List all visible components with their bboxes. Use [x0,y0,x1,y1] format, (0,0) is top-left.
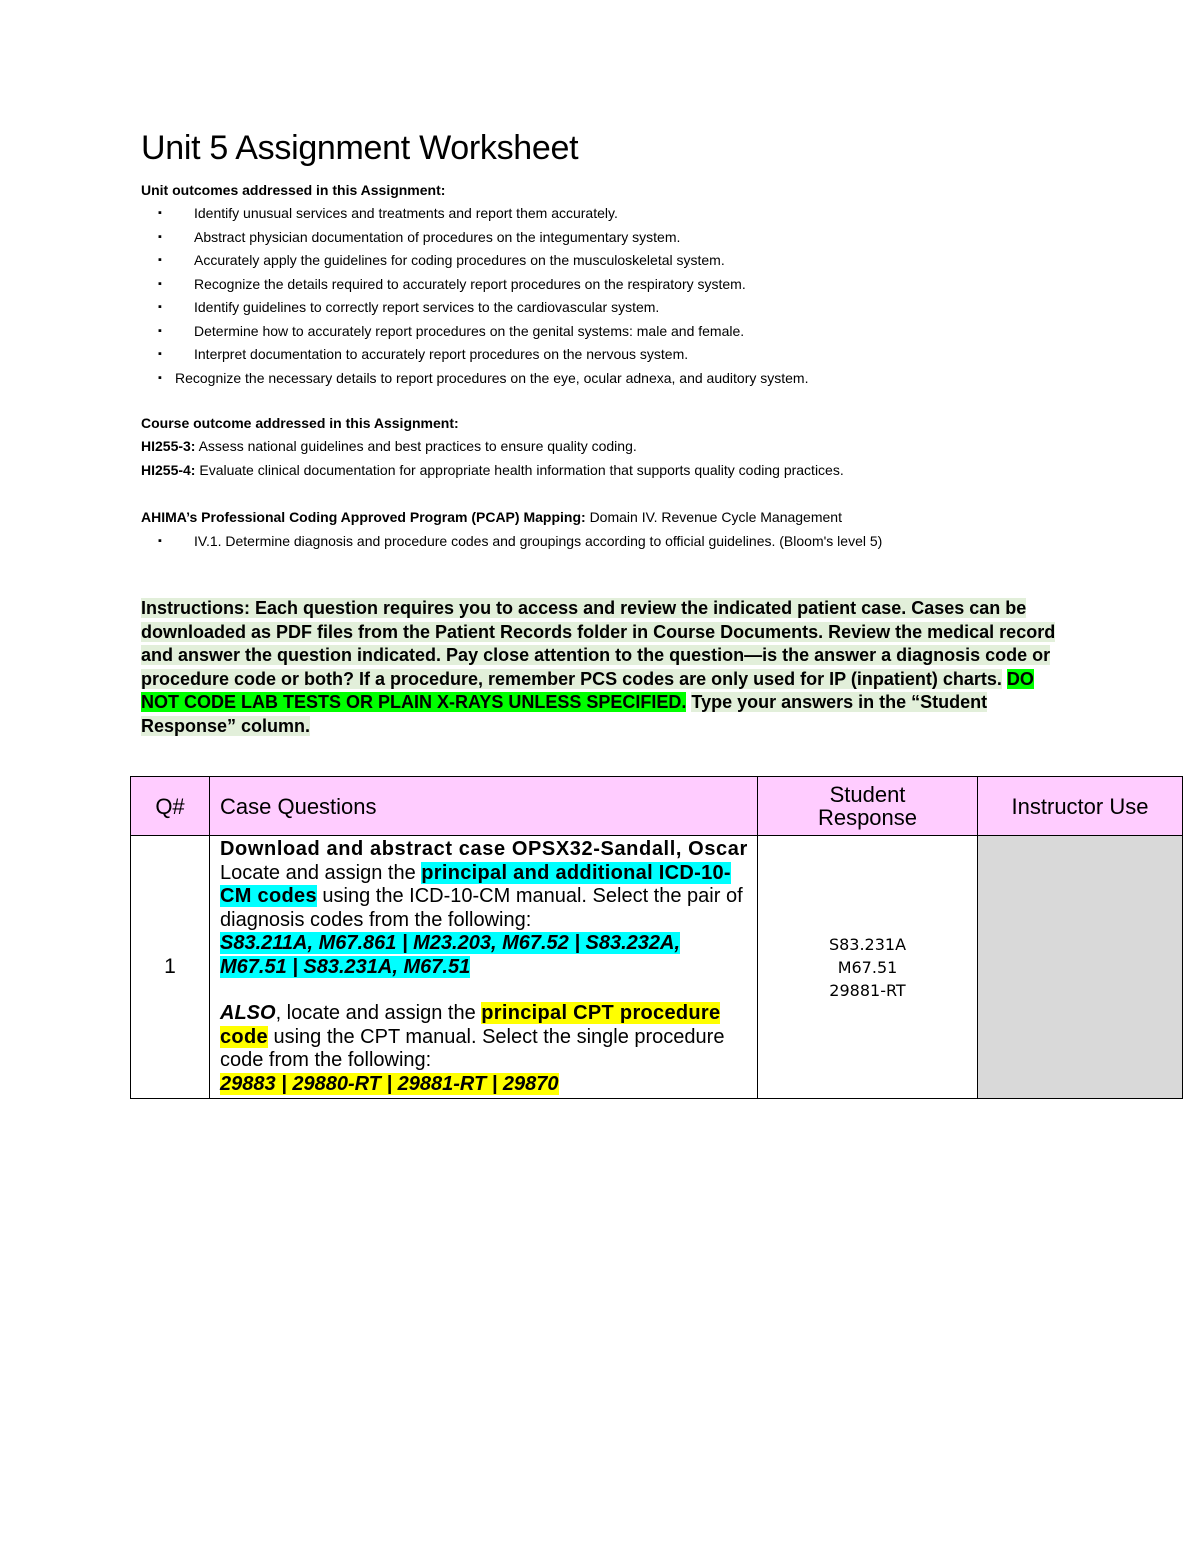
cpt-highlight: principal CPT procedure code [220,1002,721,1048]
case-questions-table [130,776,1183,1099]
text-segment: , locate and assign the [275,1002,482,1024]
text-segment: Locate and assign the [220,861,422,884]
table-row [131,836,1183,1099]
header-line: Student [829,782,906,807]
list-item: ▪ Identify unusual services and treatments and report them accurately. [141,202,1186,226]
course-outcome-code: HI255-4: [141,461,196,478]
text-segment: using the CPT manual. Select the single procedure code from the following: [220,1025,725,1071]
unit-outcomes-list [141,202,1186,390]
course-outcome [141,435,1186,459]
list-item: ▪ Identify guidelines to correctly report services to the cardiovascular system. [141,296,1186,320]
course-outcome-code: HI255-3: [141,438,196,454]
column-header-case: Case Questions [210,777,758,836]
response-code: M67.51 [837,957,898,977]
course-outcomes-heading: Course outcome addressed in this Assignment: [141,415,459,431]
unit-outcomes-heading: Unit outcomes addressed in this Assignment: [141,182,446,198]
list-item: ▪ Abstract physician documentation of procedures on the integumentary system. [141,226,1186,250]
cpt-instructions [220,1002,751,1073]
list-item: ▪ Recognize the details required to accurately report procedures on the respiratory system. [141,273,1186,297]
list-item: ▪ IV.1. Determine diagnosis and procedure codes and groupings according to official guidelines. (Bloom's level 5) [141,530,1186,554]
course-outcome [141,459,1186,483]
dx-instructions [220,862,751,933]
dx-code-options: S83.211A, M67.861 | M23.203, M67.52 | S83.232A, M67.51 | S83.231A, M67.51 [220,932,680,978]
header-line: Response [817,805,918,830]
case-question-cell [210,836,758,1099]
pcap-label: AHIMA’s Professional Coding Approved Program (PCAP) Mapping: [141,509,586,525]
column-header-response [758,777,978,836]
pcap-domain: Domain IV. Revenue Cycle Management [589,509,842,525]
course-outcome-text: Assess national guidelines and best practices to ensure quality coding. [198,438,637,454]
also-label: ALSO [220,1002,276,1024]
response-code: 29881-RT [829,980,906,1000]
icd-highlight: principal and additional ICD-10-CM codes [220,861,731,907]
page-title: Unit 5 Assignment Worksheet [141,129,579,167]
response-code: S83.231A [828,934,907,954]
pcap-mapping [141,506,1186,530]
student-response-cell[interactable] [758,836,978,1099]
text-segment: using the ICD-10-CM manual. Select the pair of diagnosis codes from the following: [220,885,743,931]
table-header-row [131,777,1183,836]
instructor-use-cell [978,836,1183,1099]
worksheet-page [141,126,1186,739]
list-item: ▪ Interpret documentation to accurately report procedures on the nervous system. [141,343,1186,367]
instructions-block [141,597,1056,739]
course-outcome-text: Evaluate clinical documentation for appropriate health information that supports quality coding practices. [199,461,844,478]
case-title: Download and abstract case OPSX32-Sandall, Oscar [220,838,748,860]
list-item: ▪ Determine how to accurately report procedures on the genital systems: male and female. [141,320,1186,344]
pcap-list [141,530,1186,554]
cpt-code-options: 29883 | 29880-RT | 29881-RT | 29870 [220,1072,559,1095]
instructions-tail: Type your answers in the “Student Response” column. [141,692,988,736]
list-item: ▪ Recognize the necessary details to report procedures on the eye, ocular adnexa, and auditory system. [141,367,1186,391]
question-number: 1 [131,836,210,1099]
column-header-q: Q# [131,777,210,836]
instructions-text: Instructions: Each question requires you to access and review the indicated patient case. Cases can be downloaded as PDF files from the Patient Records folder in Course Documents. Review the medical record and answer the question indicated. Pay close attention to the question—is the answer a diagnosis code or procedure code or both? If a procedure, remember PCS codes are only used for IP (inpatient) charts. [141,598,1056,689]
list-item: ▪ Accurately apply the guidelines for coding procedures on the musculoskeletal system. [141,249,1186,273]
instructions-warning: DO NOT CODE LAB TESTS OR PLAIN X-RAYS UNLESS SPECIFIED. [141,668,1034,713]
column-header-instructor: Instructor Use [978,777,1183,836]
